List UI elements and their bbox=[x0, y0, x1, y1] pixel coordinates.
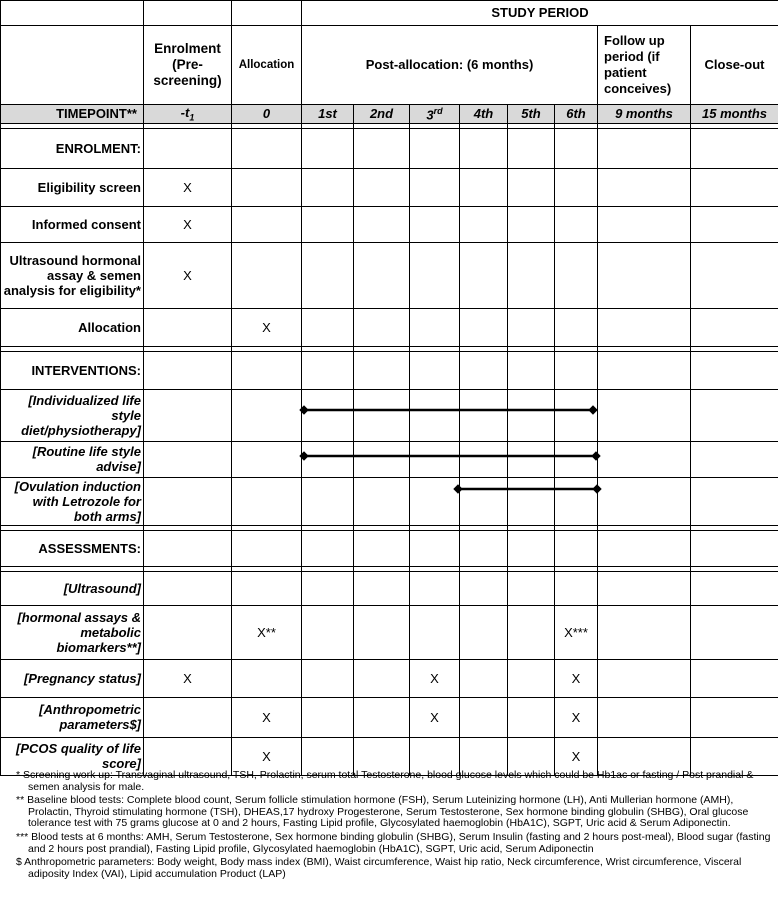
timepoint-4th: 4th bbox=[460, 105, 508, 124]
timepoint-t1: $-t_1$ bbox=[144, 105, 232, 124]
intervention-lifestyle-label: [Individualized life style diet/physiotherapy] bbox=[1, 389, 144, 441]
eligibility-screen-label: Eligibility screen bbox=[1, 168, 144, 206]
assessment-hormonal-label: [hormonal assays & metabolic biomarkers**] bbox=[1, 605, 144, 659]
assessment-anthropometric-label: [Anthropometric parameters$] bbox=[1, 697, 144, 737]
assessment-pregnancy-label: [Pregnancy status] bbox=[1, 659, 144, 697]
ultrasound-assay-label: Ultrasound hormonal assay & semen analysis for eligibility* bbox=[1, 242, 144, 308]
allocation-heading: Allocation bbox=[232, 26, 302, 105]
pcos-0-mark: X bbox=[232, 737, 302, 775]
assessment-pcos-label: [PCOS quality of life score] bbox=[1, 737, 144, 775]
informed-consent-label: Informed consent bbox=[1, 206, 144, 242]
timepoint-label: TIMEPOINT** bbox=[1, 105, 144, 124]
blank-cell bbox=[144, 1, 232, 26]
blank-cell bbox=[232, 1, 302, 26]
footnotes bbox=[12, 770, 772, 882]
pregnancy-6th-mark: X bbox=[555, 659, 598, 697]
blank-cell bbox=[1, 26, 144, 105]
timepoint-1st: 1st bbox=[302, 105, 354, 124]
timepoint-5th: 5th bbox=[508, 105, 555, 124]
enrolment-section: ENROLMENT: bbox=[1, 128, 144, 168]
blank-cell bbox=[1, 1, 144, 26]
allocation-mark: X bbox=[232, 308, 302, 346]
study-period-heading: STUDY PERIOD bbox=[302, 1, 778, 26]
anthro-6th-mark: X bbox=[555, 697, 598, 737]
consent-mark: X bbox=[144, 206, 232, 242]
footnote-baseline: ** Baseline blood tests: Complete blood count, Serum follicle stimulation hormone (FSH), Serum Luteinizing hormone (LH), Anti Mullerian hormone (AMH), Prolactin, Thyroid stimulating hormone (TSH), DHEAS,17 hydroxy Progesterone, Serum Testosterone, Sex hormone binding globulin (SHBG), Oral glucose tolerance test with 75 grams glucose at 0 and 2 hours, Fasting Lipid profile, Glycosylated haemoglobin (HbA1C), SGPT, Uric acid & Serum Adiponectin. bbox=[16, 794, 749, 830]
assessment-ultrasound-label: [Ultrasound] bbox=[1, 571, 144, 605]
hormonal-6th-mark: X*** bbox=[555, 605, 598, 659]
footnote-screening: * Screening work up: Transvaginal ultrasound, TSH, Prolactin, serum total Testosterone, blood glucose levels which could be Hb1ac or fasting / Post prandial & semen analysis for male. bbox=[16, 769, 754, 793]
intervention-routine-label: [Routine life style advise] bbox=[1, 441, 144, 477]
timepoint-0: 0 bbox=[232, 105, 302, 124]
intervention-ovulation-label: [Ovulation induction with Letrozole for both arms] bbox=[1, 477, 144, 525]
allocation-label: Allocation bbox=[1, 308, 144, 346]
hormonal-baseline-mark: X** bbox=[232, 605, 302, 659]
ultrasound-assay-mark: X bbox=[144, 242, 232, 308]
enrolment-heading: Enrolment (Pre-screening) bbox=[144, 26, 232, 105]
timepoint-row bbox=[1, 105, 778, 124]
timepoint-6th: 6th bbox=[555, 105, 598, 124]
anthro-3rd-mark: X bbox=[410, 697, 460, 737]
footnote-six-months: *** Blood tests at 6 months: AMH, Serum Testosterone, Sex hormone binding globulin (SHBG), Serum Insulin (fasting and 2 hours post-meal), Blood sugar (fasting and 2 hours post prandial), Fasting Lipid profile, Glycosylated haemoglobin (HbA1C), SGPT, Uric acid, Serum Adiponectin bbox=[16, 830, 771, 855]
anthro-0-mark: X bbox=[232, 697, 302, 737]
timepoint-3rd: 3rd bbox=[410, 105, 460, 124]
timepoint-9-months: 9 months bbox=[598, 105, 691, 124]
close-out-heading: Close-out bbox=[691, 26, 778, 105]
footnote-anthropometric: $ Anthropometric parameters: Body weight, Body mass index (BMI), Waist circumference, Waist hip ratio, Neck circumference, Wrist circumference, Visceral adiposity Index (VAI), Lipid accumulation Product (LAP) bbox=[16, 856, 742, 880]
eligibility-mark: X bbox=[144, 168, 232, 206]
interventions-section: INTERVENTIONS: bbox=[1, 351, 144, 389]
follow-up-heading: Follow up period (if patient conceives) bbox=[598, 26, 691, 105]
timepoint-15-months: 15 months bbox=[691, 105, 778, 124]
timepoint-2nd: 2nd bbox=[354, 105, 410, 124]
pcos-6th-mark: X bbox=[555, 737, 598, 775]
pregnancy-3rd-mark: X bbox=[410, 659, 460, 697]
assessments-section: ASSESSMENTS: bbox=[1, 530, 144, 566]
pregnancy-t1-mark: X bbox=[144, 659, 232, 697]
post-allocation-heading: Post-allocation: (6 months) bbox=[302, 26, 598, 105]
